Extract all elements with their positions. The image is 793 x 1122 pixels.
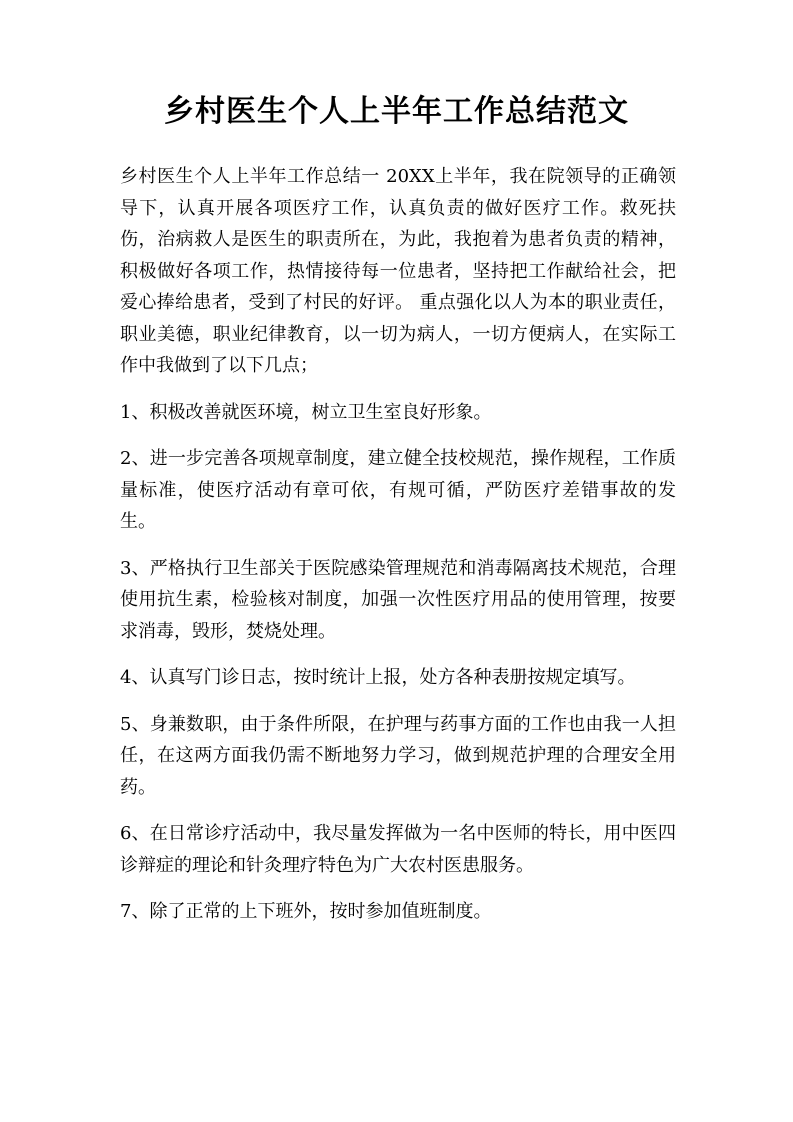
item-paragraph-3: 3、严格执行卫生部关于医院感染管理规范和消毒隔离技术规范，合理使用抗生素，检验核对制度，加强一次性医疗用品的使用管理，按要求消毒，毁形，焚烧处理。 [120,557,676,642]
item-paragraph-5: 5、身兼数职，由于条件所限，在护理与药事方面的工作也由我一人担任，在这两方面我仍需不断地努力学习，做到规范护理的合理安全用药。 [120,713,676,798]
item-paragraph-6: 6、在日常诊疗活动中，我尽量发挥做为一名中医师的特长，用中医四诊辩症的理论和针灸理疗特色为广大农村医患服务。 [120,823,676,876]
document-title: 乡村医生个人上半年工作总结范文 [164,94,629,129]
intro-paragraph: 乡村医生个人上半年工作总结一 20XX上半年，我在院领导的正确领导下，认真开展各项医疗工作，认真负责的做好医疗工作。救死扶伤，治病救人是医生的职责所在，为此，我抱着为患者负责的精神，积极做好各项工作，热情接待每一位患者，坚持把工作献给社会，把爱心捧给患者，受到了村民的好评。 重点强化以人为本的职业责任，职业美德，职业纪律教育，以一切为病人，一切方便病人，在实际工作中我做到了以下几点； [120,166,676,376]
item-paragraph-1: 1、积极改善就医环境，树立卫生室良好形象。 [120,401,492,423]
item-paragraph-7: 7、除了正常的上下班外，按时参加值班制度。 [120,901,492,922]
item-paragraph-4: 4、认真写门诊日志，按时统计上报，处方各种表册按规定填写。 [120,667,636,688]
document-body [120,161,676,943]
item-paragraph-2: 2、进一步完善各项规章制度，建立健全技校规范，操作规程，工作质量标准，使医疗活动有章可依，有规可循，严防医疗差错事故的发生。 [120,448,676,532]
